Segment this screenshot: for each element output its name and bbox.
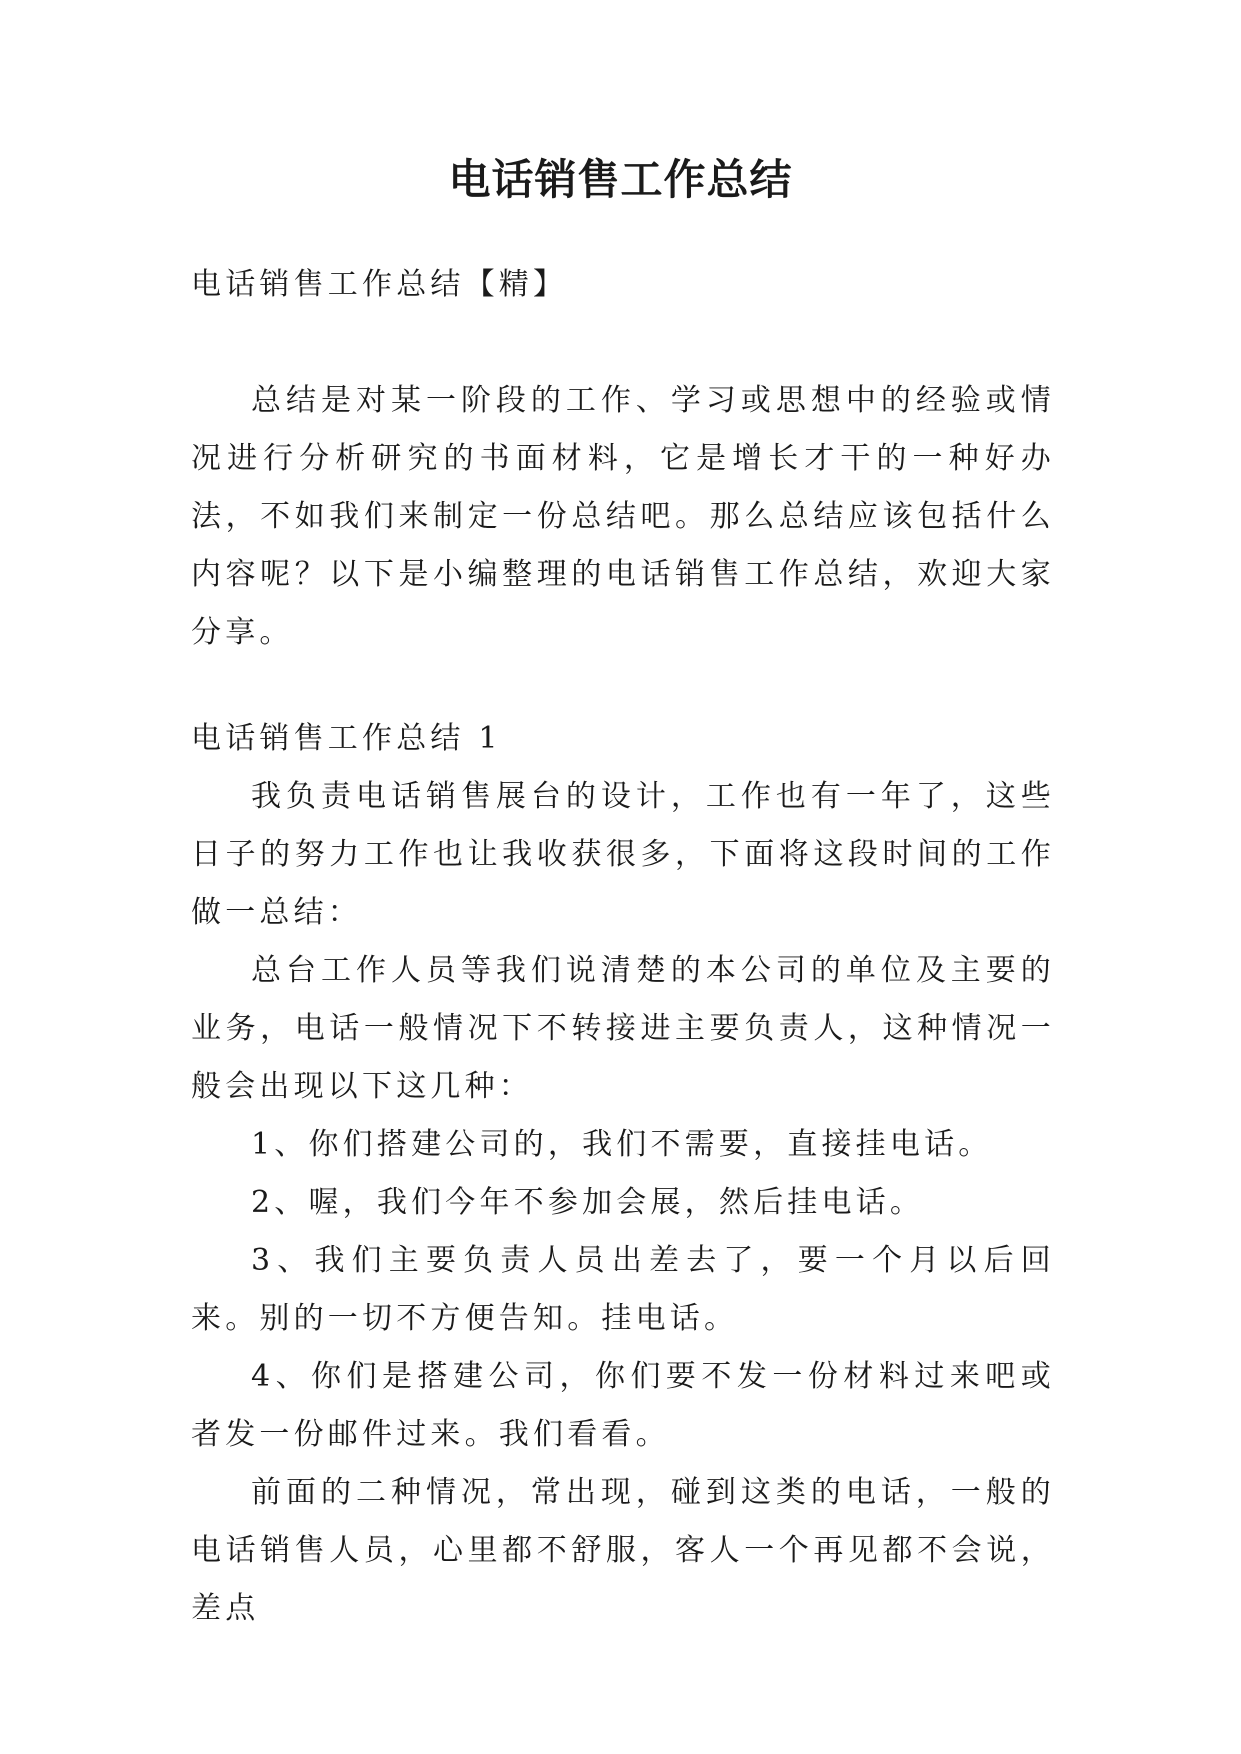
intro-paragraph: 总结是对某一阶段的工作、学习或思想中的经验或情况进行分析研究的书面材料，它是增长才干的一种好办法，不如我们来制定一份总结吧。那么总结应该包括什么内容呢？以下是小编整理的电话销售工作总结，欢迎大家分享。	[191, 383, 1055, 650]
body-paragraph: 总台工作人员等我们说清楚的本公司的单位及主要的业务，电话一般情况下不转接进主要负责人，这种情况一般会出现以下这几种：	[191, 953, 1055, 1104]
body-paragraph: 我负责电话销售展台的设计，工作也有一年了，这些日子的努力工作也让我收获很多，下面将这段时间的工作做一总结：	[191, 779, 1055, 930]
list-item: 4、你们是搭建公司，你们要不发一份材料过来吧或者发一份邮件过来。我们看看。	[191, 1359, 1055, 1452]
body-paragraph: 前面的二种情况，常出现，碰到这类的电话，一般的电话销售人员，心里都不舒服，客人一个再见都不会说，差点	[191, 1475, 1055, 1626]
section-heading: 电话销售工作总结 1	[191, 721, 502, 756]
document-body	[191, 256, 1055, 1638]
list-item: 3、我们主要负责人员出差去了，要一个月以后回来。别的一切不方便告知。挂电话。	[191, 1243, 1055, 1336]
list-item: 1、你们搭建公司的，我们不需要，直接挂电话。	[251, 1127, 993, 1162]
document-title: 电话销售工作总结	[448, 155, 793, 204]
document-subtitle: 电话销售工作总结【精】	[191, 267, 568, 302]
list-item: 2、喔，我们今年不参加会展，然后挂电话。	[251, 1185, 925, 1220]
